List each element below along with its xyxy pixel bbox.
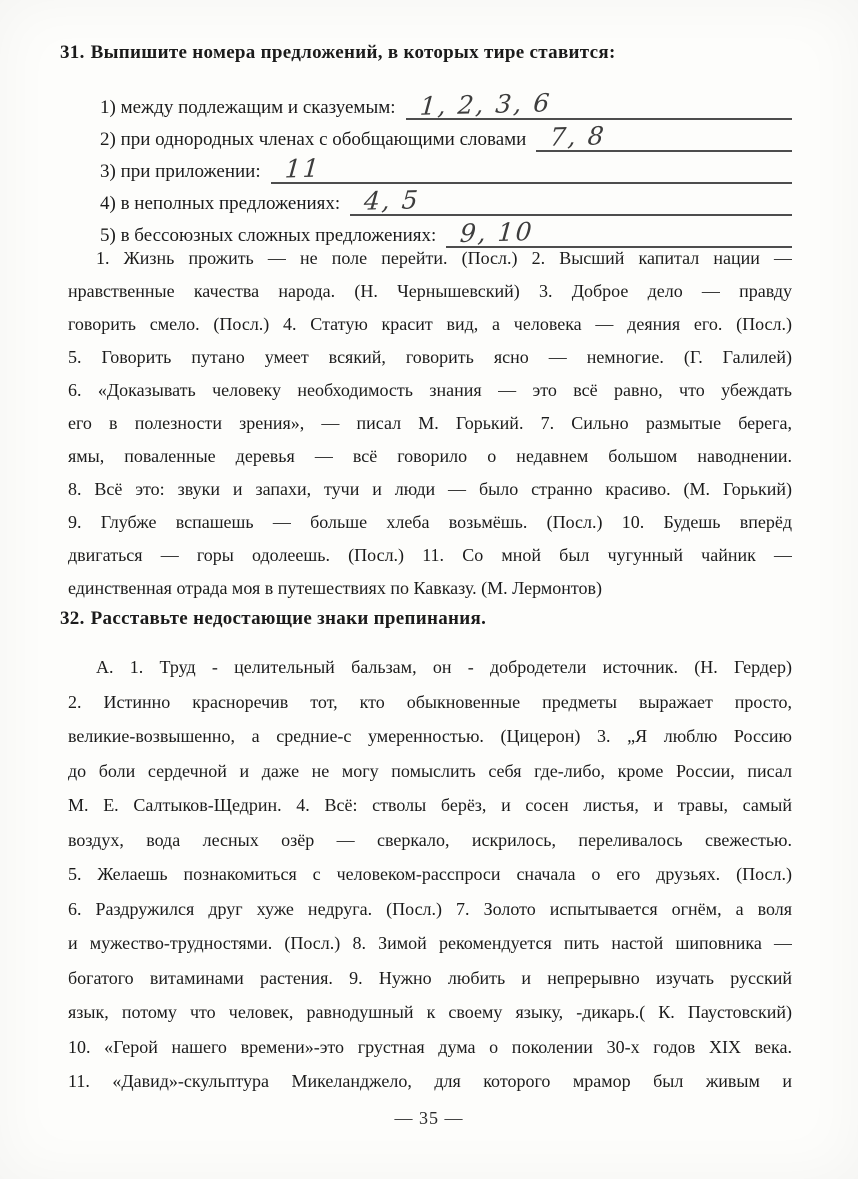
answer-item-2-label: 2) при однородных членах с обобщающими словами (100, 129, 527, 150)
text-line: великие-возвышенно, а средние-с умеренностью. (Цицерон) 3. „Я люблю Россию (68, 726, 792, 746)
answer-item-4-blank-line (350, 182, 792, 216)
answer-item-3 (100, 152, 792, 184)
text-line: 8. Всё это: звуки и запахи, тучи и люди — было странно красиво. (М. Горький) (68, 479, 792, 499)
answer-item-2-handwritten-answer: 7, 8 (549, 121, 608, 152)
text-line: М. Е. Салтыков-Щедрин. 4. Всё: стволы берёз, и сосен листья, и травы, самый (68, 795, 792, 815)
answer-item-1-blank-line (406, 86, 792, 120)
text-line: 10. «Герой нашего времени»-это грустная дума о поколении 30-х годов XIX века. (68, 1036, 792, 1057)
exercise-32-sentences (68, 650, 792, 1099)
text-line: 5. Говорить путано умеет всякий, говорить ясно — немногие. (Г. Галилей) (68, 347, 792, 367)
text-line: 2. Истинно красноречив тот, кто обыкновенные предметы выражает просто, (68, 691, 792, 712)
text-line: ямы, поваленные деревья — всё говорило о недавнем большом наводнении. (68, 446, 792, 466)
text-line: 9. Глубже вспашешь — больше хлеба возьмёшь. (Посл.) 10. Будешь вперёд (68, 512, 792, 532)
answer-item-5-label: 5) в бессоюзных сложных предложениях: (100, 225, 437, 246)
answer-item-3-handwritten-answer: 11 (283, 153, 322, 184)
answer-item-3-blank-line (271, 150, 792, 184)
answer-item-4 (100, 184, 792, 216)
exercise-32-title: Расставьте недостающие знаки препинания. (90, 608, 487, 629)
exercise-31-sentences (68, 242, 792, 605)
text-line: 1. Жизнь прожить — не поле перейти. (Посл.) 2. Высший капитал нации — (96, 248, 792, 268)
answer-item-2-blank-line (536, 118, 792, 152)
answer-item-4-label: 4) в неполных предложениях: (100, 193, 341, 214)
text-line: богатого витаминами растения. 9. Нужно любить и непрерывно изучать русский (68, 967, 792, 988)
text-line: А. 1. Труд - целительный бальзам, он - добродетели источник. (Н. Гердер) (96, 657, 792, 677)
answer-item-1 (100, 88, 792, 120)
exercise-31-title: Выпишите номера предложений, в которых тире ставится: (90, 42, 616, 63)
answer-item-3-label: 3) при приложении: (100, 161, 261, 182)
answer-item-5-handwritten-answer: 9, 10 (459, 217, 536, 248)
exercise-32-number: 32. (60, 608, 85, 629)
text-line: воздух, вода лесных озёр — сверкало, искрилось, переливалось свежестью. (68, 829, 792, 850)
exercise-31-answer-list (100, 88, 792, 248)
text-line: нравственные качества народа. (Н. Чернышевский) 3. Доброе дело — правду (68, 281, 792, 301)
exercise-31-number: 31. (60, 42, 85, 63)
text-line: 11. «Давид»-скульптура Микеланджело, для которого мрамор был живым и (68, 1071, 792, 1091)
text-line: говорить смело. (Посл.) 4. Статую красит вид, а человека — деяния его. (Посл.) (68, 314, 792, 334)
text-line: двигаться — горы одолеешь. (Посл.) 11. Со мной был чугунный чайник — (68, 545, 792, 565)
text-line: до боли сердечной и даже не могу помыслить себя где-либо, кроме России, писал (68, 760, 792, 781)
text-line: 6. Раздружился друг хуже недруга. (Посл.) 7. Золото испытывается огнём, а воля (68, 898, 792, 919)
exercise-32-heading (60, 608, 798, 630)
text-line: 6. «Доказывать человеку необходимость знания — это всё равно, что убеждать (68, 380, 792, 400)
answer-item-1-handwritten-answer: 1, 2, 3, 6 (418, 88, 552, 121)
text-line: 5. Желаешь познакомиться с человеком-расспроси сначала о его друзьях. (Посл.) (68, 864, 792, 884)
page-number: — 35 — (394, 1108, 464, 1128)
exercise-31-heading (60, 42, 798, 64)
text-line: язык, потому что человек, равнодушный к своему языку, -дикарь.( К. Паустовский) (68, 1002, 792, 1022)
text-line: его в полезности зрения», — писал М. Горький. 7. Сильно размытые берега, (68, 413, 792, 433)
answer-item-2 (100, 120, 792, 152)
answer-item-1-label: 1) между подлежащим и сказуемым: (100, 97, 396, 118)
text-line: и мужество-трудностями. (Посл.) 8. Зимой рекомендуется пить настой шиповника — (68, 933, 792, 953)
text-line: единственная отрада моя в путешествиях по Кавказу. (М. Лермонтов) (68, 578, 603, 598)
answer-item-4-handwritten-answer: 4, 5 (363, 185, 422, 216)
